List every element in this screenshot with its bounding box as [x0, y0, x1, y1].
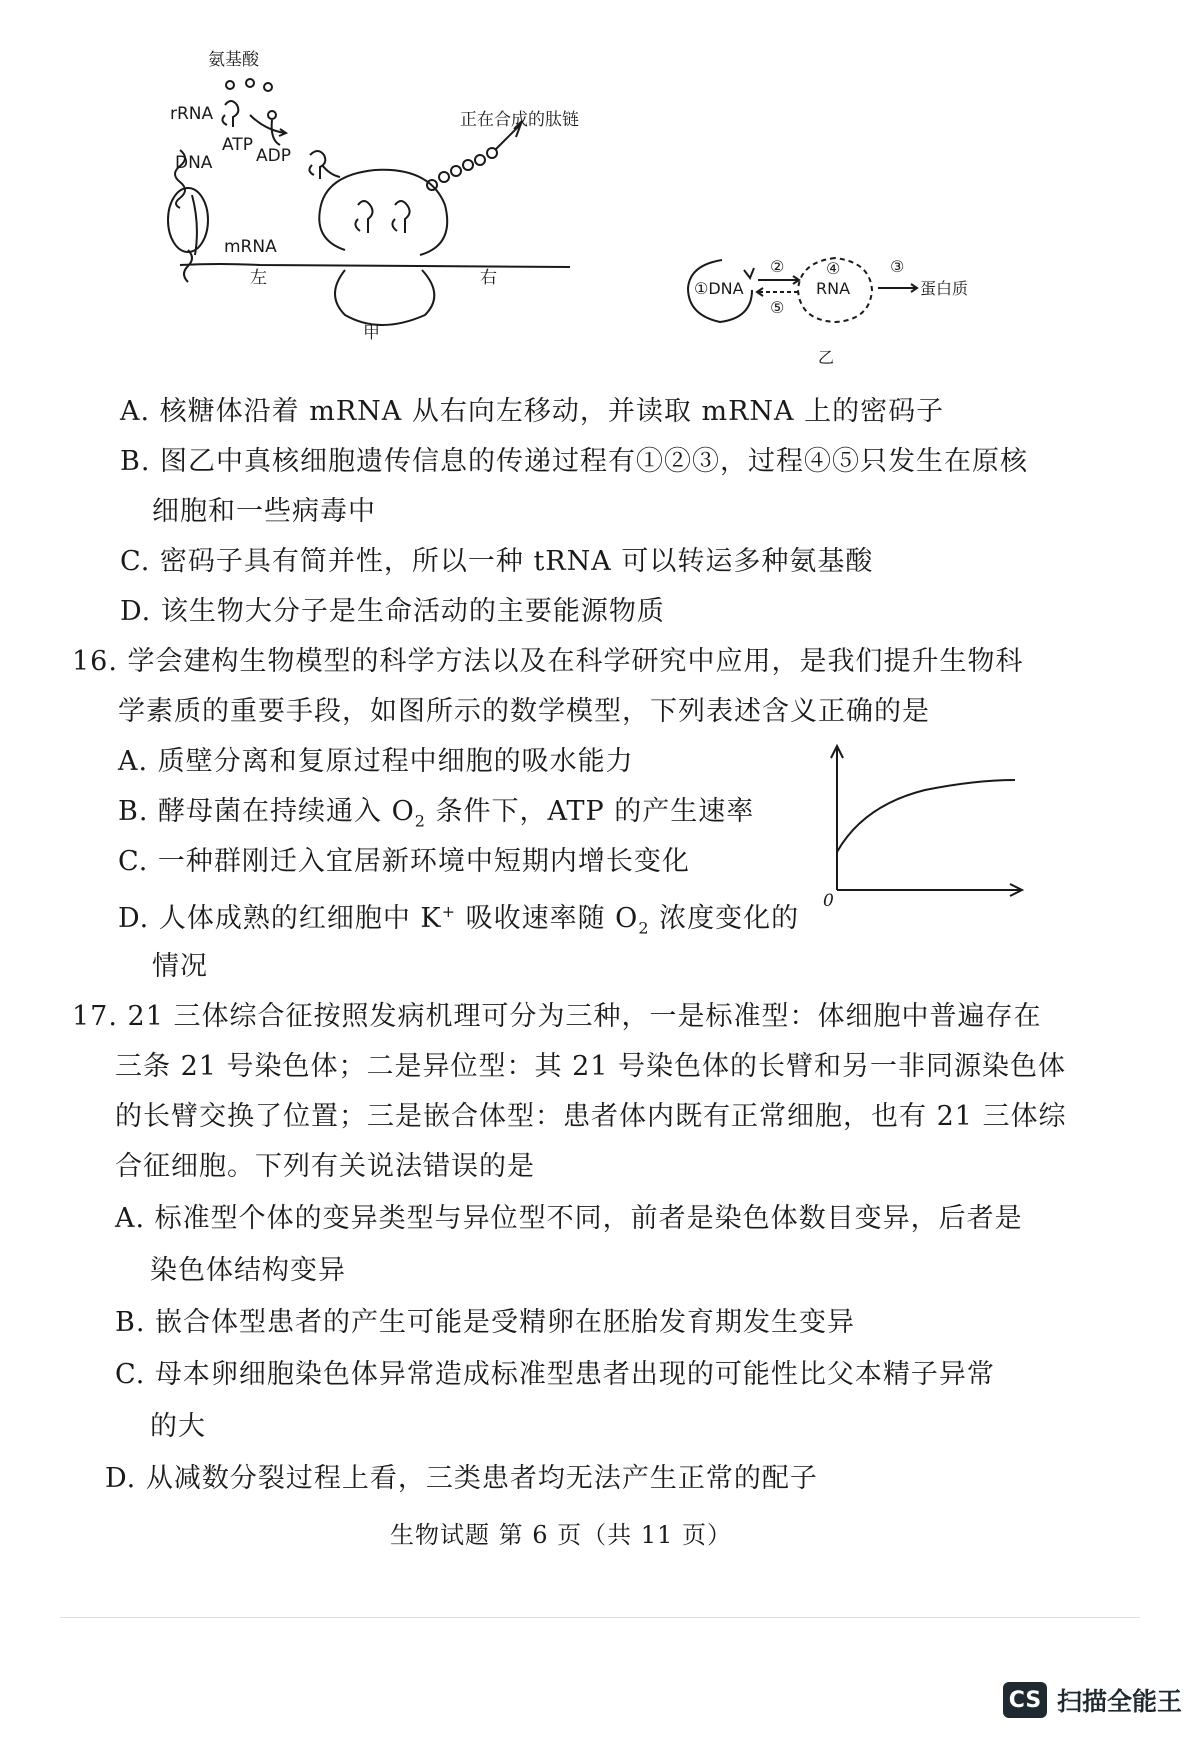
q16-graph: [815, 740, 1035, 910]
q16-option-b-sub: 2: [414, 811, 426, 831]
q16-option-c: C. 一种群刚迁入宜居新环境中短期内增长变化: [118, 846, 690, 877]
q17-stem-line4: 合征细胞。下列有关说法错误的是: [115, 1151, 535, 1182]
q16-option-d-mid: 吸收速率随 O: [456, 903, 639, 934]
label-amino-acid: 氨基酸: [208, 50, 259, 70]
q17-stem-line2: 三条 21 号染色体；二是异位型：其 21 号染色体的长臂和另一非同源染色体: [115, 1051, 1067, 1082]
yi-step-3: ③: [890, 257, 905, 276]
yi-node-rna: RNA: [816, 279, 851, 298]
q16-option-a: A. 质壁分离和复原过程中细胞的吸水能力: [118, 746, 634, 777]
q16-option-d-sup: +: [441, 902, 457, 921]
q16-option-b-pre: B. 酵母菌在持续通入 O: [118, 796, 415, 827]
page-bottom-rule: [60, 1617, 1140, 1618]
q17-option-a: A. 标准型个体的变异类型与异位型不同，前者是染色体数目变异，后者是: [115, 1203, 1023, 1234]
q15-option-b: B. 图乙中真核细胞遗传信息的传递过程有①②③，过程④⑤只发生在原核: [120, 446, 1029, 477]
q17-option-c-cont: 的大: [150, 1411, 206, 1442]
label-left: 左: [250, 268, 267, 288]
caption-yi: 乙: [818, 348, 835, 367]
figure-yi: [680, 240, 1010, 370]
yi-step-2: ②: [770, 257, 785, 276]
q15-option-b-cont: 细胞和一些病毒中: [152, 496, 376, 527]
q16-option-d-sub: 2: [638, 918, 650, 938]
yi-step-5: ⑤: [770, 298, 785, 317]
q16-option-b-post: 条件下，ATP 的产生速率: [425, 796, 755, 827]
caption-jia: 甲: [363, 323, 380, 343]
label-adp: ADP: [256, 146, 291, 166]
cs-logo-icon: CS: [1003, 1682, 1047, 1718]
label-right: 右: [480, 268, 497, 288]
q16-option-d: [118, 895, 799, 945]
scanner-watermark: [1003, 1682, 1182, 1718]
q17-option-a-cont: 染色体结构变异: [150, 1255, 346, 1286]
q16-graph-curve: [837, 780, 1015, 852]
scanner-brand-text: 扫描全能王: [1056, 1687, 1182, 1716]
q15-option-a: A. 核糖体沿着 mRNA 从右向左移动，并读取 mRNA 上的密码子: [120, 396, 945, 427]
figure-jia: [140, 45, 600, 385]
q17-option-c: C. 母本卵细胞染色体异常造成标准型患者出现的可能性比父本精子异常: [115, 1359, 995, 1390]
yi-node-protein: 蛋白质: [920, 279, 969, 298]
q16-option-b: [118, 795, 754, 838]
label-rrna: rRNA: [170, 104, 214, 124]
q16-option-d-post: 浓度变化的: [649, 903, 800, 934]
q17-stem-line3: 的长臂交换了位置；三是嵌合体型：患者体内既有正常细胞，也有 21 三体综: [115, 1101, 1067, 1132]
label-atp: ATP: [222, 135, 253, 155]
q16-option-d-cont: 情况: [152, 951, 208, 982]
q17-option-d: D. 从减数分裂过程上看，三类患者均无法产生正常的配子: [105, 1463, 818, 1494]
q16-option-d-pre: D. 人体成熟的红细胞中 K: [118, 903, 442, 934]
q15-option-d: D. 该生物大分子是生命活动的主要能源物质: [120, 596, 665, 627]
label-peptide: 正在合成的肽链: [460, 110, 579, 130]
q17-stem-line1: 17. 21 三体综合征按照发病机理可分为三种，一是标准型：体细胞中普遍存在: [72, 1001, 1042, 1032]
label-dna: DNA: [175, 153, 213, 173]
yi-node-dna: ①DNA: [694, 279, 744, 298]
q15-option-c: C. 密码子具有简并性，所以一种 tRNA 可以转运多种氨基酸: [120, 546, 874, 577]
label-mrna: mRNA: [224, 237, 277, 257]
q16-stem-line2: 学素质的重要手段，如图所示的数学模型，下列表述含义正确的是: [118, 696, 930, 727]
page-footer: 生物试题 第 6 页（共 11 页）: [390, 1521, 732, 1549]
q16-graph-origin: 0: [823, 891, 834, 910]
yi-step-4: ④: [826, 259, 841, 278]
q16-stem-line1: 16. 学会建构生物模型的科学方法以及在科学研究中应用，是我们提升生物科: [72, 646, 1024, 677]
q17-option-b: B. 嵌合体型患者的产生可能是受精卵在胚胎发育期发生变异: [115, 1307, 856, 1338]
